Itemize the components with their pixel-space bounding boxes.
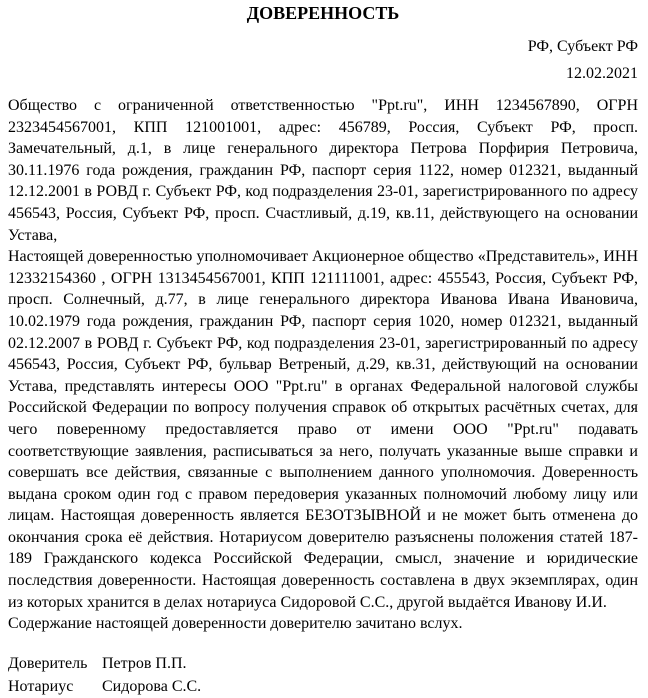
- signature-row-principal: [8, 652, 638, 675]
- signature-row-notary: [8, 675, 638, 698]
- document-place-line: РФ, Субъект РФ: [527, 38, 638, 55]
- signature-role-notary: Нотариус: [8, 677, 74, 695]
- signature-role-principal: Доверитель: [8, 654, 88, 672]
- paragraph-principal-details: Общество с ограниченной ответственностью "Ppt.ru", ИНН 1234567890, ОГРН 2323454567001, КПП 121001001, адрес: 456789, Россия, Субъект РФ, просп. Замечательный, д.1, в лице генерального директора Петрова Порфирия Петровича, 30.11.1976 года рождения, гражданин РФ, паспорт серия 1122, номер 012321, выданный 12.12.2001 в РОВД г. Субъект РФ, код подразделения 23-01, зарегистрированного по адресу 456543, Россия, Субъект РФ, просп. Счастливый, д.19, кв.11, действующего на основании Устава,: [8, 97, 638, 244]
- document-date-line: 12.02.2021: [566, 65, 638, 82]
- paragraph-attorney-powers: Настоящей доверенностью уполномочивает Акционерное общество «Представитель», ИНН 12332154360 , ОГРН 1313454567001, КПП 121111001, адрес: 455543, Россия, Субъект РФ, просп. Солнечный, д.77, в лице генерального директора Иванова Ивана Ивановича, 10.02.1979 года рождения, гражданин РФ, паспорт серия 1020, номер 012321, выданный 02.12.2007 в РОВД г. Субъект РФ, код подразделения 23-01, зарегистрированный по адресу 456543, Россия, Субъект РФ, бульвар Ветреный, д.29, кв.31, действующий на основании Устава, представлять интересы ООО "Ppt.ru" в органах Федеральной налоговой службы Российской Федерации по вопросу получения справок об открытых расчётных счетах, для чего поверенному предоставляется право от имени ООО "Ppt.ru" подавать соответствующие заявления, расписываться за него, получать указанные выше справки и совершать все действия, связанные с выполнением данного уполномочия. Доверенность выдана сроком один год с правом передоверия указанных полномочий любому лицу или лицам. Настоящая доверенность является БЕЗОТЗЫВНОЙ и не может быть отменена до окончания срока её действия. Нотариусом доверителю разъяснены положения статей 187-189 Гражданского кодекса Российской Федерации, смысл, значение и юридические последствия доверенности. Настоящая доверенность составлена в двух экземплярах, один из которых хранится в делах нотариуса Сидоровой С.С., другой выдаётся Иванову И.И.: [8, 248, 638, 611]
- document-title: ДОВЕРЕННОСТЬ: [246, 3, 400, 23]
- signature-name-principal: Петров П.П.: [102, 654, 187, 672]
- signature-name-notary: Сидорова С.С.: [102, 677, 202, 695]
- document-body: [8, 95, 638, 635]
- signature-block: [8, 652, 638, 698]
- paragraph-read-aloud-note: Содержание настоящей доверенности доверителю зачитано вслух.: [8, 615, 463, 633]
